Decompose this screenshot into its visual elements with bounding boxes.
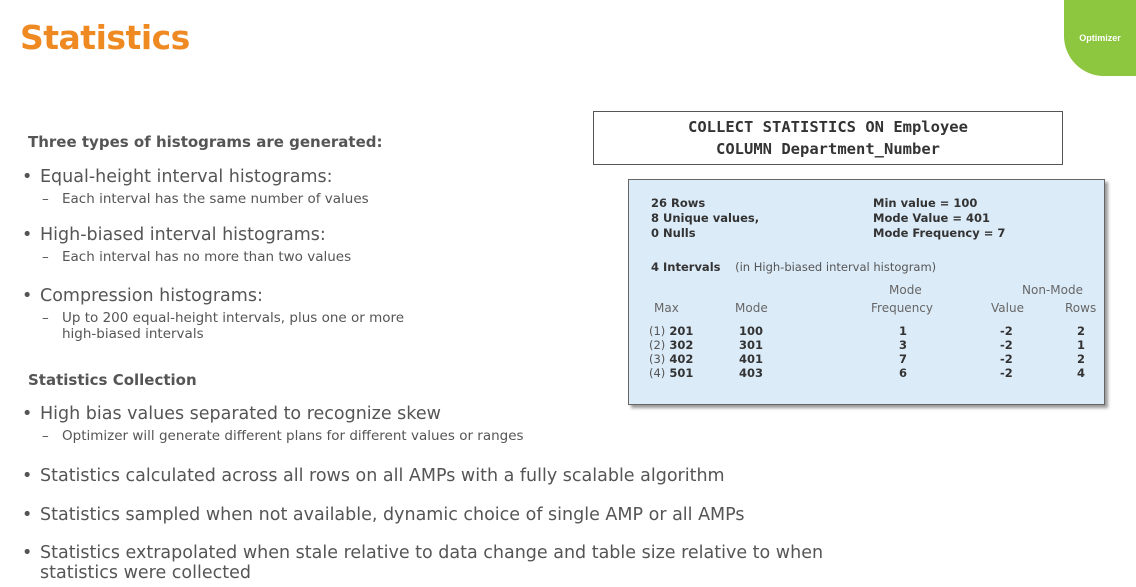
table-cell-frequency: 1 bbox=[899, 324, 908, 338]
header-nonmode-top: Non-Mode bbox=[1022, 283, 1083, 297]
table-cell-rows: 1 bbox=[1077, 338, 1086, 352]
table-cell-value: -2 bbox=[1000, 366, 1013, 380]
bullet-icon: • bbox=[22, 466, 33, 486]
bullet-icon: • bbox=[22, 225, 33, 245]
statistics-summary-box bbox=[628, 179, 1105, 405]
table-row-2: (2) 302 bbox=[649, 338, 694, 352]
page-title: Statistics bbox=[20, 18, 190, 57]
dash-icon: – bbox=[42, 191, 49, 207]
sub-item: – Each interval has the same number of values bbox=[42, 191, 369, 207]
sub-item: – Up to 200 equal-height intervals, plus one or more bbox=[42, 310, 405, 326]
nulls-count: 0 Nulls bbox=[651, 226, 696, 240]
bullet-item: • Statistics extrapolated when stale relative to data change and table size relative to when bbox=[22, 543, 824, 563]
table-cell-frequency: 6 bbox=[899, 366, 908, 380]
bullet-item-continued: statistics were collected bbox=[40, 563, 251, 583]
header-mode: Mode bbox=[735, 301, 768, 315]
badge-label: Optimizer bbox=[1079, 33, 1121, 43]
table-row-1: (1) 201 bbox=[649, 324, 694, 338]
unique-values: 8 Unique values, bbox=[651, 211, 760, 225]
mode-frequency: Mode Frequency = 7 bbox=[873, 226, 1006, 240]
bullet-icon: • bbox=[22, 543, 33, 563]
sub-item: – Optimizer will generate different plans for different values or ranges bbox=[42, 428, 524, 444]
bullet-icon: • bbox=[22, 286, 33, 306]
header-frequency: Frequency bbox=[871, 301, 933, 315]
intervals-line: 4 Intervals (in High-biased interval histogram) bbox=[651, 260, 937, 274]
table-cell-value: -2 bbox=[1000, 352, 1013, 366]
table-row-4: (4) 501 bbox=[649, 366, 694, 380]
table-cell-mode: 401 bbox=[739, 352, 764, 366]
sub-item-continued: high-biased intervals bbox=[62, 326, 204, 342]
table-cell-value: -2 bbox=[1000, 324, 1013, 338]
header-mode-top: Mode bbox=[889, 283, 922, 297]
rows-count: 26 Rows bbox=[651, 196, 706, 210]
table-cell-mode: 301 bbox=[739, 338, 764, 352]
bullet-item: • Statistics sampled when not available, dynamic choice of single AMP or all AMPs bbox=[22, 505, 745, 525]
bullet-item: • Equal-height interval histograms: bbox=[22, 167, 333, 187]
optimizer-badge bbox=[1064, 0, 1136, 76]
sub-item: – Each interval has no more than two values bbox=[42, 249, 352, 265]
sql-command-line-1: COLLECT STATISTICS ON Employee bbox=[688, 118, 968, 136]
header-rows: Rows bbox=[1065, 301, 1097, 315]
sql-command-line-2: COLUMN Department_Number bbox=[716, 140, 940, 158]
bullet-item: • Statistics calculated across all rows on all AMPs with a fully scalable algorithm bbox=[22, 466, 725, 486]
header-value: Value bbox=[991, 301, 1024, 315]
min-value: Min value = 100 bbox=[873, 196, 978, 210]
table-cell-mode: 403 bbox=[739, 366, 764, 380]
table-cell-value: -2 bbox=[1000, 338, 1013, 352]
table-cell-rows: 2 bbox=[1077, 352, 1086, 366]
bullet-item: • Compression histograms: bbox=[22, 286, 263, 306]
bullet-icon: • bbox=[22, 505, 33, 525]
dash-icon: – bbox=[42, 310, 49, 326]
collection-heading: Statistics Collection bbox=[28, 371, 197, 389]
table-cell-mode: 100 bbox=[739, 324, 764, 338]
header-max: Max bbox=[654, 301, 679, 315]
bullet-icon: • bbox=[22, 167, 33, 187]
mode-value: Mode Value = 401 bbox=[873, 211, 990, 225]
histograms-heading: Three types of histograms are generated: bbox=[28, 133, 383, 151]
bullet-icon: • bbox=[22, 404, 33, 424]
bullet-item: • High bias values separated to recognize skew bbox=[22, 404, 441, 424]
dash-icon: – bbox=[42, 428, 49, 444]
table-cell-frequency: 3 bbox=[899, 338, 908, 352]
table-cell-rows: 4 bbox=[1077, 366, 1086, 380]
table-row-3: (3) 402 bbox=[649, 352, 694, 366]
table-cell-rows: 2 bbox=[1077, 324, 1086, 338]
table-cell-frequency: 7 bbox=[899, 352, 908, 366]
bullet-item: • High-biased interval histograms: bbox=[22, 225, 326, 245]
sql-command-box bbox=[593, 111, 1063, 165]
dash-icon: – bbox=[42, 249, 49, 265]
